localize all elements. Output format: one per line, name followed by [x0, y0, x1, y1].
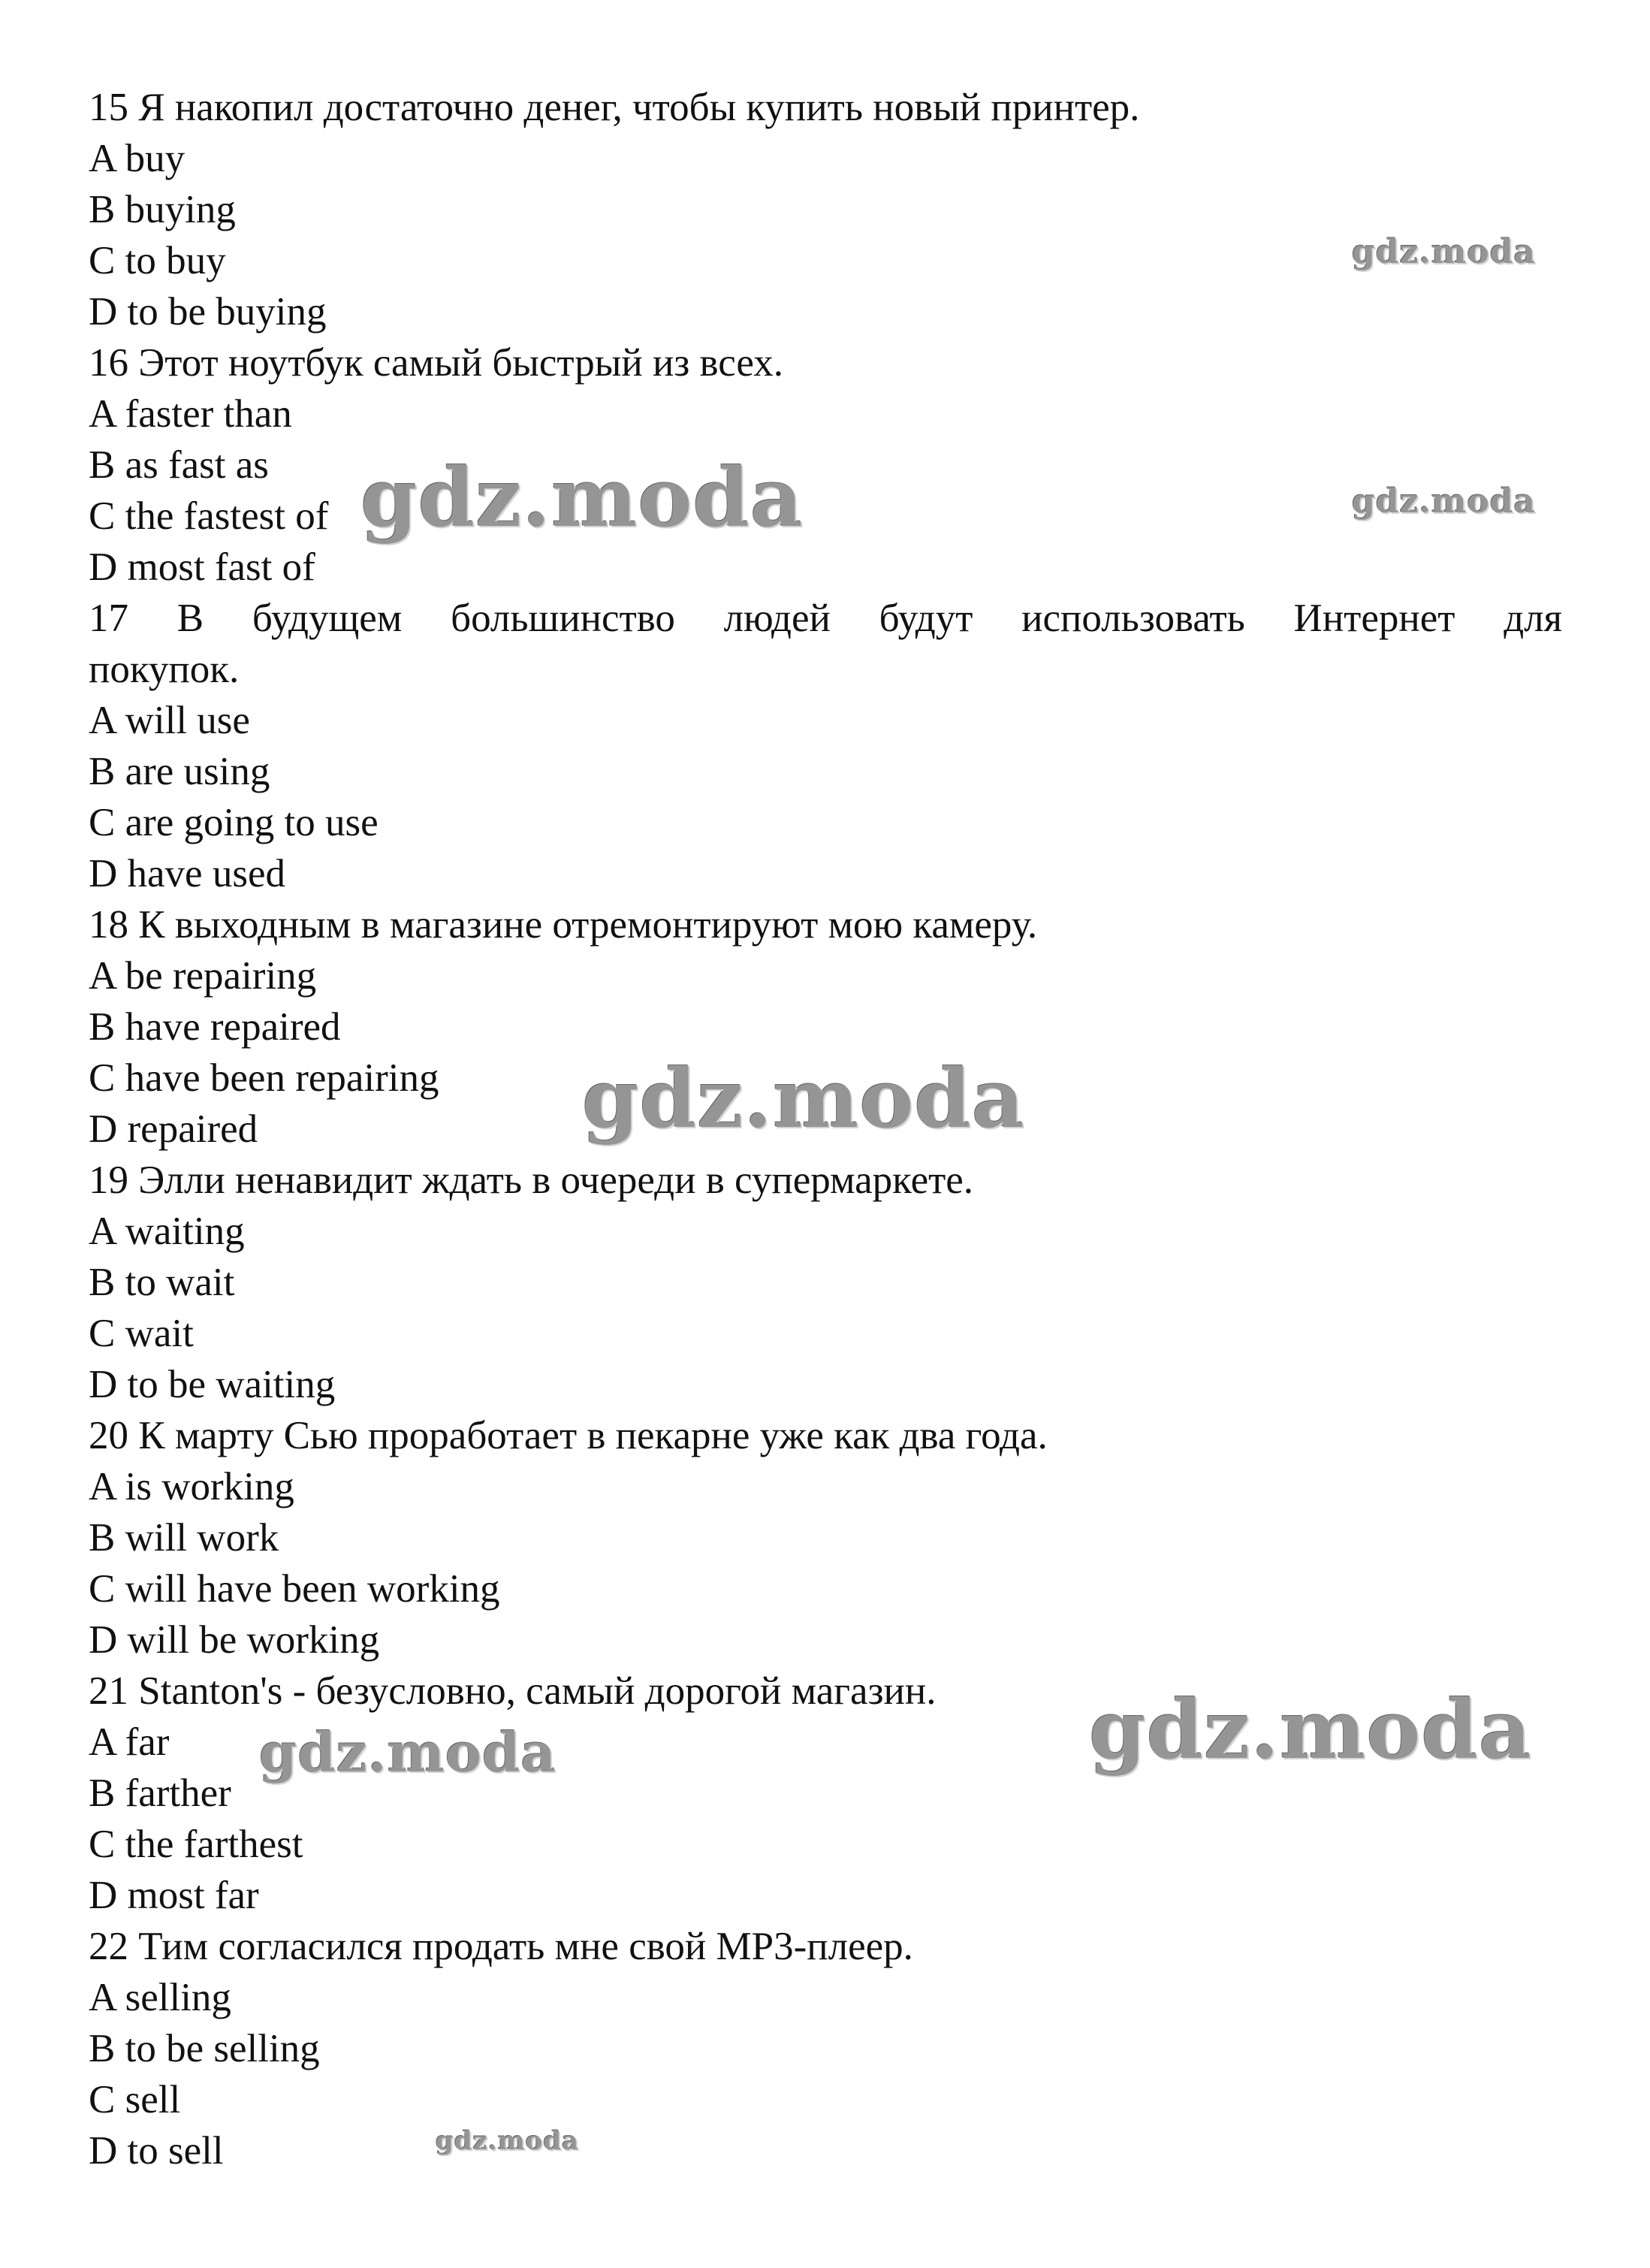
- watermark-center: gdz.moda: [582, 1052, 1025, 1146]
- question-16-option-b: B as fast as: [89, 443, 269, 487]
- watermark-center-left: gdz.moda: [360, 451, 804, 545]
- question-16-option-c: C the fastest of: [89, 494, 329, 538]
- question-21-prompt: 21 Stanton's - безусловно, самый дорогой магазин.: [89, 1669, 937, 1713]
- question-21-option-b: B farther: [89, 1771, 231, 1815]
- question-19-option-b: B to wait: [89, 1261, 235, 1304]
- question-17-prompt-line1: 17 В будущем большинство людей будут использовать Интернет для: [89, 596, 1562, 640]
- watermark-right-small: gdz.moda: [1352, 482, 1537, 521]
- watermark-top-right: gdz.moda: [1352, 233, 1537, 271]
- question-18-option-b: B have repaired: [89, 1005, 341, 1049]
- question-17-prompt-line2: покупок.: [89, 648, 240, 691]
- question-18-option-d: D repaired: [89, 1107, 258, 1151]
- question-22-option-c: C sell: [89, 2078, 181, 2122]
- watermark-bottom-right: gdz.moda: [1089, 1683, 1532, 1777]
- question-15-prompt: 15 Я накопил достаточно денег, чтобы купить новый принтер.: [89, 86, 1140, 129]
- question-15-option-a: A buy: [89, 137, 186, 180]
- question-21-option-d: D most far: [89, 1874, 259, 1917]
- question-17-option-b: B are using: [89, 750, 270, 793]
- question-19-option-a: A waiting: [89, 1209, 245, 1253]
- question-15-option-d: D to be buying: [89, 290, 327, 334]
- question-16-prompt: 16 Этот ноутбук самый быстрый из всех.: [89, 341, 783, 385]
- question-20-option-c: C will have been working: [89, 1567, 500, 1611]
- question-15-option-b: B buying: [89, 188, 236, 231]
- question-15-option-c: C to buy: [89, 239, 226, 282]
- question-17-option-d: D have used: [89, 852, 285, 895]
- question-19-prompt: 19 Элли ненавидит ждать в очереди в супермаркете.: [89, 1158, 974, 1202]
- question-16-option-a: A faster than: [89, 392, 292, 436]
- question-20-option-d: D will be working: [89, 1618, 380, 1662]
- question-17-option-a: A will use: [89, 699, 250, 742]
- question-18-option-c: C have been repairing: [89, 1056, 439, 1100]
- question-20-option-b: B will work: [89, 1516, 279, 1560]
- question-22-prompt: 22 Тим согласился продать мне свой MP3-плеер.: [89, 1925, 913, 1968]
- watermark-bottom-left: gdz.moda: [259, 1720, 557, 1784]
- question-18-prompt: 18 К выходным в магазине отремонтируют мою камеру.: [89, 903, 1038, 947]
- watermark-footer: gdz.moda: [436, 2126, 580, 2156]
- question-17-option-c: C are going to use: [89, 801, 379, 844]
- question-16-option-d: D most fast of: [89, 545, 315, 589]
- question-22-option-d: D to sell: [89, 2129, 224, 2173]
- question-21-option-c: C the farthest: [89, 1823, 303, 1866]
- question-19-option-c: C wait: [89, 1312, 194, 1355]
- question-22-option-b: B to be selling: [89, 2027, 320, 2070]
- question-22-option-a: A selling: [89, 1976, 231, 2019]
- question-19-option-d: D to be waiting: [89, 1363, 336, 1406]
- question-20-prompt: 20 К марту Сью проработает в пекарне уже как два года.: [89, 1414, 1048, 1457]
- question-18-option-a: A be repairing: [89, 954, 317, 998]
- question-20-option-a: A is working: [89, 1465, 294, 1508]
- question-21-option-a: A far: [89, 1720, 170, 1764]
